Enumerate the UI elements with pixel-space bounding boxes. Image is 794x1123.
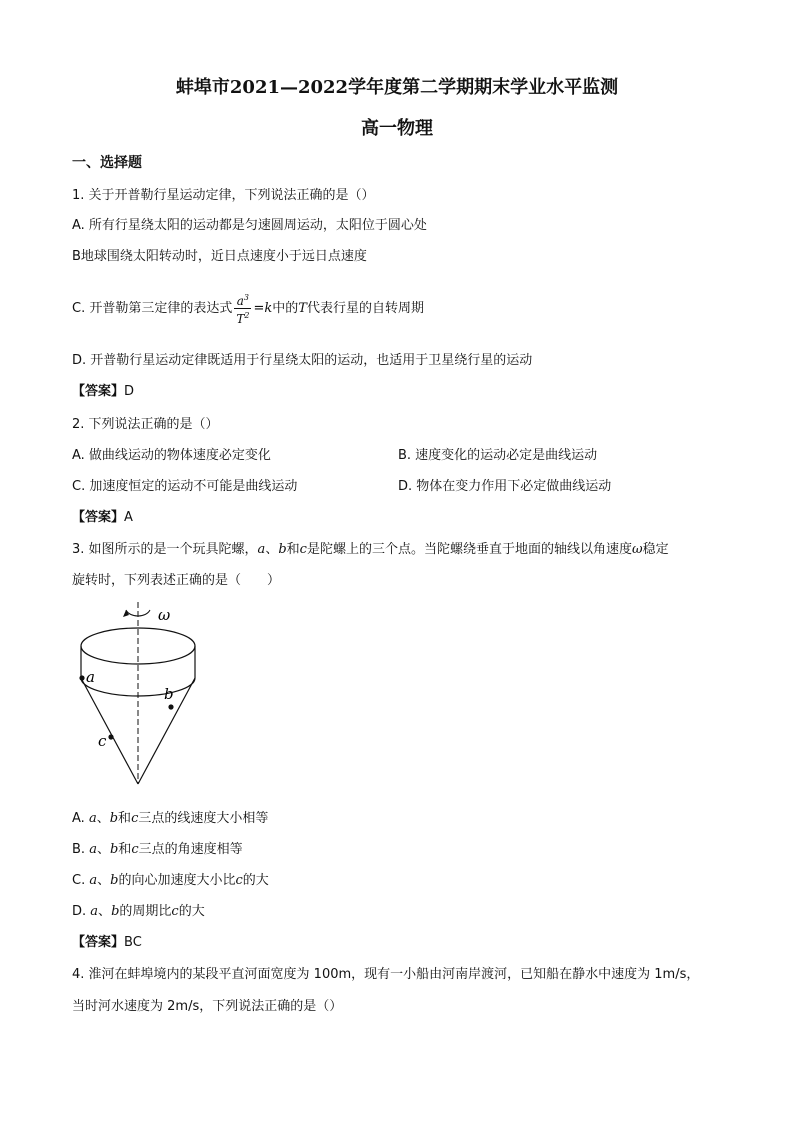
frac-den-exp: 2 (244, 311, 250, 320)
answer-tag: 【答案】 (72, 510, 125, 525)
q1-option-b: B地球围绕太阳转动时，近日点速度小于远日点速度 (72, 249, 367, 264)
var-b: b (278, 542, 287, 557)
q1-c-post: 代表行星的自转周期 (306, 301, 424, 316)
var-b: b (110, 873, 119, 888)
sep: 、 (97, 873, 111, 888)
var-c: c (235, 873, 243, 888)
answer-tag: 【答案】 (72, 935, 125, 950)
var-a: a (88, 811, 97, 826)
sep: 、 (265, 542, 279, 557)
equals-sign: = (253, 301, 265, 316)
sep: 、 (96, 842, 110, 857)
var-c: c (171, 904, 179, 919)
k-symbol: k (264, 301, 273, 316)
var-a: a (257, 542, 266, 557)
var-b: b (109, 811, 119, 826)
answer-value: D (124, 384, 135, 399)
q2-answer (72, 506, 133, 525)
point-c (108, 734, 113, 739)
q3-stem-line2: 旋转时，下列表述正确的是（ ） (72, 573, 281, 588)
opt-prefix: A. (72, 811, 89, 826)
q3-option-d (72, 900, 205, 919)
answer-value: BC (124, 935, 142, 950)
frac-den: T (236, 312, 245, 326)
and-word: 和 (118, 842, 132, 857)
opt-text-end: 的大 (242, 873, 269, 888)
and-word: 和 (286, 542, 300, 557)
opt-text-end: 的大 (178, 904, 205, 919)
q3-stem-line1 (72, 538, 669, 557)
q3-option-b (72, 838, 243, 857)
exam-subtitle: 高一物理 (361, 118, 433, 139)
q3-answer (72, 931, 142, 950)
var-c: c (131, 842, 139, 857)
q2-option-c: C. 加速度恒定的运动不可能是曲线运动 (72, 479, 298, 494)
opt-prefix: D. (72, 904, 91, 919)
q1-c-prefix: C. 开普勒第三定律的表达式 (72, 301, 233, 316)
q1-answer (72, 380, 134, 399)
var-a: a (89, 842, 97, 857)
q3-option-a (72, 807, 268, 826)
var-a: a (90, 904, 99, 919)
var-b: b (109, 842, 119, 857)
q1-stem: 1. 关于开普勒行星运动定律，下列说法正确的是（） (72, 188, 375, 203)
q2-option-a: A. 做曲线运动的物体速度必定变化 (72, 448, 271, 463)
frac-num: a (236, 294, 244, 308)
q4-stem-line1: 4. 淮河在蚌埠境内的某段平直河面宽度为 100m，现有一小船由河南岸渡河，已知船在静水中速度为 1m/s， (72, 967, 700, 982)
q3-stem-mid: 是陀螺上的三个点。当陀螺绕垂直于地面的轴线以角速度 (306, 542, 632, 557)
section-heading: 一、选择题 (72, 155, 142, 171)
q4-stem-line2: 当时河水速度为 2m/s，下列说法正确的是（） (72, 999, 343, 1014)
q1-option-c (72, 290, 424, 328)
kepler-fraction (234, 291, 251, 326)
omega-label: ω (158, 606, 171, 624)
q3-stem-pre: 3. 如图所示的是一个玩具陀螺， (72, 542, 258, 557)
opt-prefix: C. (72, 873, 90, 888)
q2-stem: 2. 下列说法正确的是（） (72, 417, 219, 432)
opt-text: 三点的角速度相等 (138, 842, 243, 857)
spinning-top-figure (72, 598, 212, 790)
exam-title: 蚌埠市2021—2022学年度第二学期期末学业水平监测 (175, 77, 619, 98)
answer-value: A (124, 510, 133, 525)
omega-symbol: ω (631, 542, 643, 557)
opt-prefix: B. (72, 842, 90, 857)
and-word: 和 (118, 811, 132, 826)
label-c: c (98, 732, 107, 750)
sep: 、 (98, 904, 112, 919)
q2-option-d: D. 物体在变力作用下必定做曲线运动 (398, 479, 612, 494)
answer-tag: 【答案】 (72, 384, 125, 399)
var-b: b (111, 904, 120, 919)
var-a: a (89, 873, 98, 888)
q3-option-c (72, 869, 269, 888)
point-b (168, 704, 173, 709)
frac-num-exp: 3 (243, 293, 250, 302)
t-symbol: T (298, 301, 307, 316)
opt-text: 的向心加速度大小比 (118, 873, 236, 888)
q1-c-mid: 中的 (272, 301, 299, 316)
opt-text: 的周期比 (119, 904, 172, 919)
q2-option-b: B. 速度变化的运动必定是曲线运动 (398, 448, 598, 463)
q1-option-a: A. 所有行星绕太阳的运动都是匀速圆周运动，太阳位于圆心处 (72, 218, 427, 233)
point-a (79, 675, 84, 680)
label-a: a (86, 668, 95, 686)
var-c: c (131, 811, 139, 826)
opt-text: 三点的线速度大小相等 (138, 811, 269, 826)
sep: 、 (96, 811, 110, 826)
q1-option-d: D. 开普勒行星运动定律既适用于行星绕太阳的运动，也适用于卫星绕行星的运动 (72, 353, 533, 368)
var-c: c (299, 542, 307, 557)
label-b: b (164, 685, 174, 703)
q3-stem-end: 稳定 (642, 542, 669, 557)
